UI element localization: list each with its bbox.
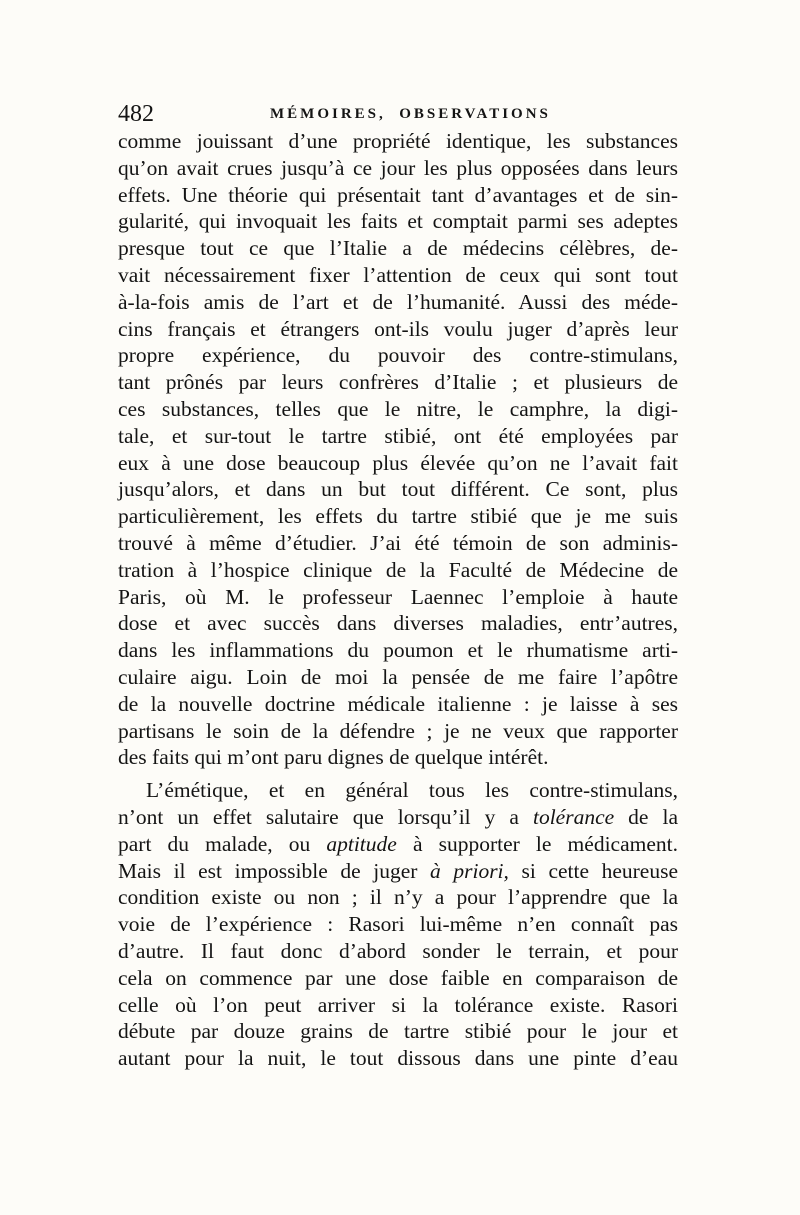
text-line: trouvé à même d’étudier. J’ai été témoin de son adminis- (118, 530, 678, 555)
text-line: effets. Une théorie qui présentait tant d’avantages et de sin- (118, 182, 678, 207)
text-line: dose et avec succès dans diverses maladies, entr’autres, (118, 611, 678, 636)
text-line: de la nouvelle doctrine médicale italienne : je laisse à ses (118, 691, 678, 716)
text-line: gularité, qui invoquait les faits et comptait parmi ses adeptes (118, 209, 678, 234)
page-header (118, 100, 678, 128)
text-line: celle où l’on peut arriver si la tolérance existe. Rasori (118, 992, 678, 1017)
text-run: si cette heureuse (508, 858, 679, 883)
running-head: MÉMOIRES, OBSERVATIONS (270, 106, 551, 122)
text-line: partisans le soin de la défendre ; je ne veux que rapporter (118, 718, 678, 743)
text-line: vait nécessairement fixer l’attention de ceux qui sont tout (118, 262, 678, 287)
text-line: d’autre. Il faut donc d’abord sonder le terrain, et pour (118, 938, 678, 963)
text-run: Mais il est impossible de juger (118, 858, 431, 883)
text-line: jusqu’alors, et dans un but tout différent. Ce sont, plus (118, 477, 678, 502)
text-line: L’émétique, et en général tous les contre-stimulans, (146, 778, 678, 803)
text-line: eux à une dose beaucoup plus élevée qu’on ne l’avait fait (118, 450, 678, 475)
text-line: cela on commence par une dose faible en comparaison de (118, 965, 678, 990)
text-line: voie de l’expérience : Rasori lui-même n’en connaît pas (118, 912, 678, 937)
text-run: part du malade, ou (118, 831, 327, 856)
text-line: tant prônés par leurs confrères d’Italie ; et plusieurs de (118, 370, 678, 395)
text-line: autant pour la nuit, le tout dissous dans une pinte d’eau (118, 1046, 678, 1071)
text-line: à-la-fois amis de l’art et de l’humanité. Aussi des méde- (118, 289, 678, 314)
italic-term: tolérance (532, 804, 615, 829)
text-line: condition existe ou non ; il n’y a pour l’apprendre que la (118, 885, 678, 910)
paragraph-2 (118, 777, 678, 1072)
text-line: presque tout ce que l’Italie a de médecins célèbres, de- (118, 236, 678, 261)
text-line: cins français et étrangers ont-ils voulu juger d’après leur (118, 316, 678, 341)
text-line: Paris, où M. le professeur Laennec l’emploie à haute (118, 584, 678, 609)
text-line: particulièrement, les effets du tartre stibié que je me suis (118, 504, 678, 529)
italic-term: aptitude (326, 831, 397, 856)
text-line: débute par douze grains de tartre stibié pour le jour et (118, 1019, 678, 1044)
text-run: n’ont un effet salutaire que lorsqu’il y a (118, 804, 533, 829)
text-line: dans les inflammations du poumon et le rhumatisme arti- (118, 638, 678, 663)
text-line: qu’on avait crues jusqu’à ce jour les plus opposées dans leurs (118, 155, 678, 180)
text-run: de la (614, 804, 678, 829)
text-line: des faits qui m’ont paru dignes de quelque intérêt. (118, 745, 549, 770)
text-line (118, 831, 678, 858)
text-line: comme jouissant d’une propriété identique, les substances (118, 129, 678, 153)
text-line (118, 804, 678, 831)
text-line: ces substances, telles que le nitre, le camphre, la digi- (118, 396, 678, 421)
text-line: culaire aigu. Loin de moi la pensée de me faire l’apôtre (118, 664, 678, 689)
body-text (118, 128, 678, 1072)
text-run: à supporter le médicament. (396, 831, 678, 856)
paragraph-1 (118, 128, 678, 771)
text-line: tale, et sur-tout le tartre stibié, ont été employées par (118, 423, 678, 448)
text-line (118, 858, 678, 885)
page-number: 482 (118, 101, 154, 127)
italic-term: à priori, (430, 858, 509, 883)
text-line: tration à l’hospice clinique de la Faculté de Médecine de (118, 557, 678, 582)
text-line: propre expérience, du pouvoir des contre-stimulans, (118, 343, 678, 368)
